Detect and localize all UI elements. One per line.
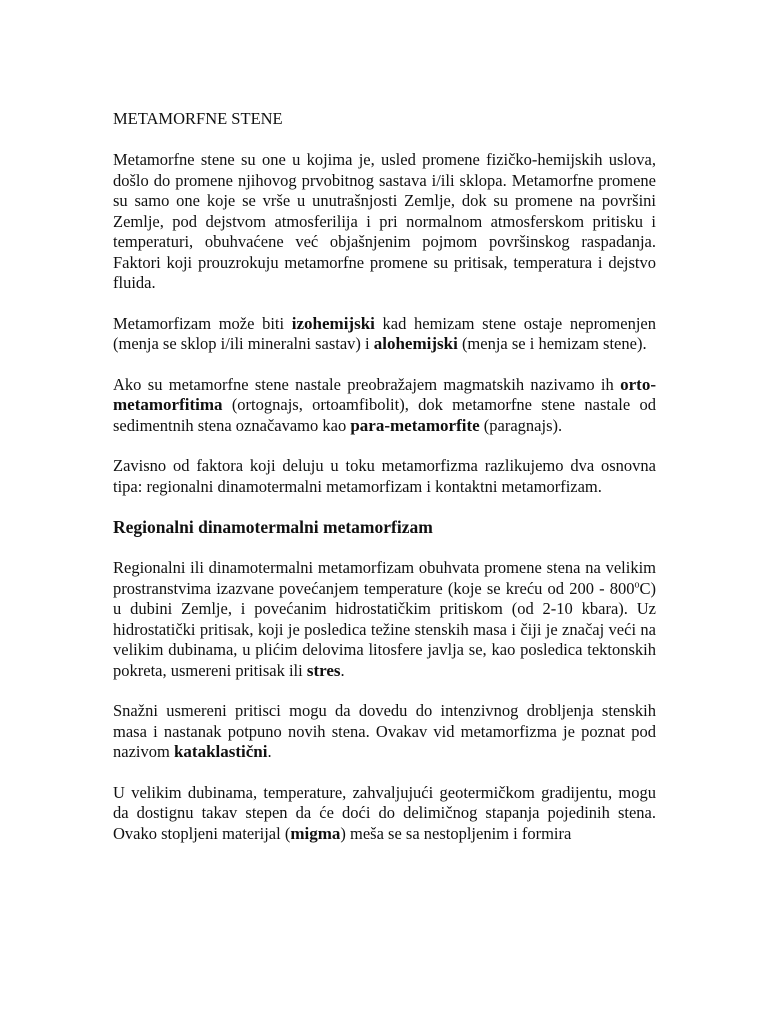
term-migma: migma	[290, 823, 341, 843]
document-title: METAMORFNE STENE	[113, 109, 283, 128]
text-segment: (menja se i hemizam stene).	[457, 334, 647, 353]
paragraph-two-types: Zavisno od faktora koji deluju u toku metamorfizma razlikujemo dva osnovna tipa: regionalni dinamotermalni metamorfizam i kontaktni metamorfizam.	[113, 456, 656, 496]
text-segment: Ako su metamorfne stene nastale preobražajem magmatskih nazivamo ih	[113, 374, 621, 394]
text-segment: .	[340, 660, 345, 680]
text-segment: kad hemizam stene ostaje nepromenjen (menja se sklop i/ili mineralni sastav) i	[113, 313, 656, 353]
text-segment: Snažni usmereni pritisci mogu da dovedu do intenzivnog drobljenja stenskih masa i nastanak potpuno novih stena. Ovakav vid metamorfizma je poznat pod nazivom	[113, 701, 656, 761]
text-segment: .	[267, 742, 272, 761]
term-alohemijski: alohemijski	[373, 334, 458, 353]
text-segment: Metamorfizam može biti	[113, 313, 292, 333]
text-segment: ) meša se sa nestopljenim i formira	[340, 823, 572, 843]
text-segment: C) u dubini Zemlje, i povećanim hidrostatičkim pritiskom (od 2-10 kbara). Uz hidrostatički pritisak, koji je posledica težine stenskih masa i čiji je značaj veći na velikim dubinama, u plićim delovima litosfere javlja se, kao posledica tektonskih pokreta, usmereni pritisak ili	[113, 578, 656, 680]
term-izohemijski: izohemijski	[291, 313, 375, 333]
text-segment: U velikim dubinama, temperature, zahvaljujući geotermičkom gradijentu, mogu da dostignu takav stepen da će doći do delimičnog stapanja pojedinih stena. Ovako stopljeni materijal (	[113, 782, 656, 843]
degree-superscript: o	[634, 579, 640, 590]
paragraph-intro: Metamorfne stene su one u kojima je, usled promene fizičko-hemijskih uslova, došlo do promene njihovog prvobitnog sastava i/ili sklopa. Metamorfne promene su samo one koje se vrše u unutrašnjosti Zemlje, dok su promene na površini Zemlje, pod dejstvom atmosferilija i pri normalnom atmosferskom pritisku i temperaturi, obuhvaćene već objašnjenim pojmom površinskog raspadanja. Faktori koji prouzrokuju metamorfne promene su pritisak, temperatura i dejstvo fluida.	[113, 150, 656, 292]
paragraph-cataclastic	[113, 701, 656, 763]
paragraph-migma	[113, 783, 656, 845]
text-segment: Regionalni ili dinamotermalni metamorfizam obuhvata promene stena na velikim prostranstvima izazvane povećanjem temperature (koje se kreću od 200 - 800	[113, 558, 656, 598]
term-para-metamorfiti: para-metamorfite	[350, 415, 480, 435]
paragraph-metamorphism-types	[113, 314, 656, 355]
term-kataklasticni: kataklastični	[173, 742, 268, 761]
paragraph-orto-para	[113, 375, 656, 437]
term-stres: stres	[306, 660, 341, 680]
document-page	[113, 109, 656, 864]
text-segment: (paragnajs).	[479, 415, 563, 435]
term-orto-metamorfiti: orto-metamorfitima	[113, 374, 656, 414]
paragraph-regional	[113, 558, 656, 681]
section-heading: Regionalni dinamotermalni metamorfizam	[113, 517, 433, 537]
text-segment: (ortognajs, ortoamfibolit), dok metamorfne stene nastale od sedimentnih stena označavamo kao	[113, 395, 656, 435]
